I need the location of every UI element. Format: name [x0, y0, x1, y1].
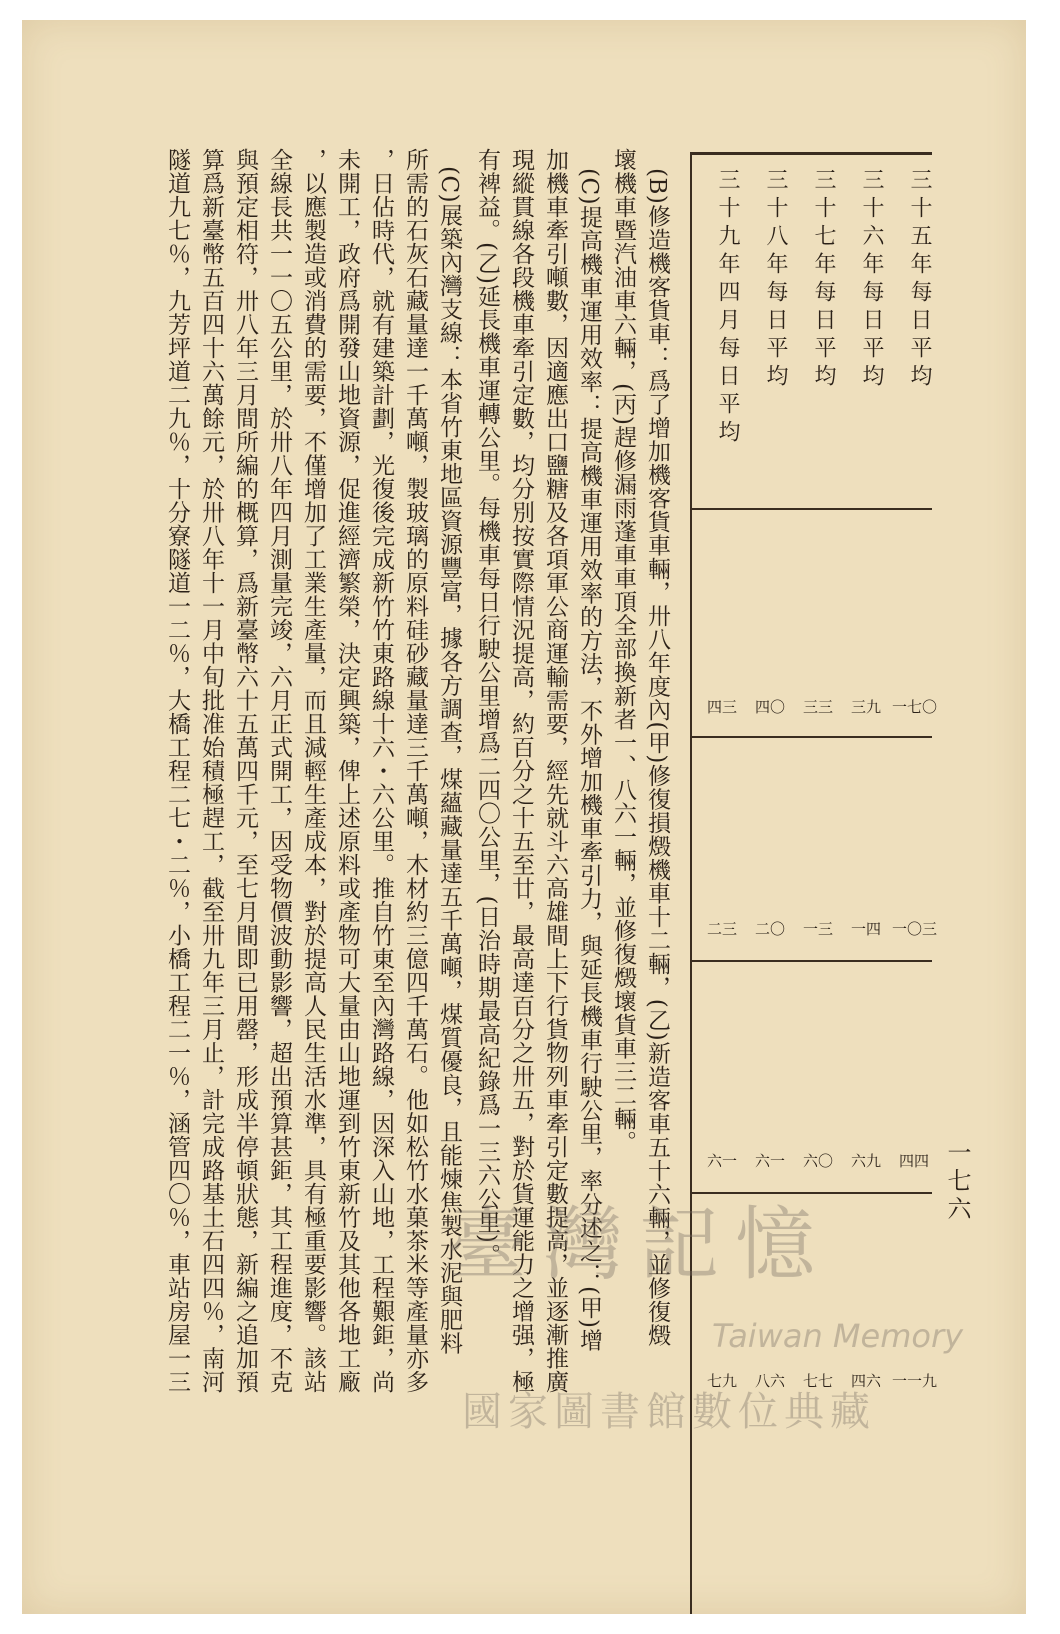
body-text-column: 未開工，政府爲開發山地資源，促進經濟繁榮，決定興築，俾上述原料或產物可大量由山地運到竹東新竹及其他各地工廠 — [334, 148, 360, 1394]
table-cell: 二三 — [706, 920, 737, 938]
table-cell: 四六 — [850, 1372, 881, 1390]
table-cell: 一一九 — [892, 1372, 938, 1390]
table-row-label: 三十六年每日平均 — [859, 168, 884, 392]
document-page — [22, 20, 1026, 1614]
body-text-column: 所需的石灰石藏量達一千萬噸，製玻璃的原料硅砂藏量達三千萬噸，木材約三億四千萬石。他如松竹水菓茶米等產量亦多 — [402, 148, 428, 1394]
watermark-chinese: 國家圖書館數位典藏 — [462, 1389, 876, 1435]
body-text-column: 壞機車暨汽油車六輛，(丙)趕修漏雨蓬車車頂全部換新者一、八六一輛，並修復燬壞貨車三二輛。 — [610, 148, 636, 1154]
table-top-rule — [690, 152, 932, 155]
table-col-rule-1 — [690, 736, 932, 738]
table-cell: 二〇 — [754, 920, 785, 938]
table-cell: 一三 — [802, 920, 833, 938]
table-cell: 一〇三 — [892, 920, 938, 938]
body-text-column: 加機車牽引噸數，因適應出口鹽糖及各項軍公商運輸需要，經先就斗六高雄間上下行貨物列車牽引定數提高，並逐漸推廣 — [542, 148, 568, 1394]
watermark-logo: 臺灣記憶 — [447, 1198, 831, 1291]
body-text-column: ，以應製造或消費的需要，不僅增加了工業生產量，而且減輕生產成本，對於提高人民生活水準，具有極重要影響。該站 — [300, 148, 326, 1394]
table-col-rule-2 — [690, 960, 932, 962]
table-cell: 三三 — [802, 698, 833, 716]
body-text-column: (C)展築內灣支線：本省竹東地區資源豐富，據各方調查，煤蘊藏量達五千萬噸，煤質優良，且能煉焦製水泥與肥料 — [436, 166, 462, 1355]
table-cell: 四〇 — [754, 698, 785, 716]
body-text-column: ，日佔時代，就有建築計劃，光復後完成新竹竹東路線十六・六公里。推自竹東至內灣路線，因深入山地，工程艱鉅，尚 — [368, 148, 394, 1394]
body-text-column: (C)提高機車運用效率：提高機車運用效率的方法，不外增加機車牽引力，與延長機車行駛公里，率分述之：(甲)增 — [576, 168, 602, 1352]
watermark-english: Taiwan Memory — [712, 1317, 964, 1355]
table-cell: 六九 — [850, 1152, 881, 1170]
table-cell: 七九 — [706, 1372, 737, 1390]
table-cell: 六一 — [706, 1152, 737, 1170]
body-text-column: 與預定相符，卅八年三月間所編的概算，爲新臺幣六十五萬四千元，至七月間即已用罄，形成半停頓狀態，新編之追加預 — [232, 148, 258, 1394]
body-text-column: 隧道九七％，九芳坪道二九％，十分寮隧道一二％，大橋工程二七・二％，小橋工程二一％，涵管四〇％，車站房屋一三 — [164, 148, 190, 1394]
body-text-column: 現縱貫線各段機車牽引定數，均分別按實際情況提高，約百分之十五至廿，最高達百分之卅五，對於貨運能力之增强，極 — [508, 148, 534, 1394]
table-cell: 一四 — [850, 920, 881, 938]
table-row-label: 三十七年每日平均 — [811, 168, 836, 392]
table-cell: 一七〇 — [892, 698, 938, 716]
table-row-label: 三十八年每日平均 — [763, 168, 788, 392]
table-cell: 六〇 — [802, 1152, 833, 1170]
table-cell: 六一 — [754, 1152, 785, 1170]
table-cell: 四三 — [706, 698, 737, 716]
table-row-label: 三十九年四月每日平均 — [715, 168, 740, 448]
body-text-column: 算爲新臺幣五百四十六萬餘元，於卅八年十一月中旬批准始積極趕工，截至卅九年三月止，計完成路基土石四四％，南河 — [198, 148, 224, 1394]
table-row-label: 三十五年每日平均 — [907, 168, 932, 392]
page-number: 一七六 — [943, 1140, 971, 1224]
table-header-rule — [690, 508, 932, 510]
table-cell: 四四 — [898, 1152, 929, 1170]
table-cell: 七七 — [802, 1372, 833, 1390]
table-cell: 八六 — [754, 1372, 785, 1390]
body-text-column: (B)修造機客貨車：爲了增加機客貨車輛，卅八年度內(甲)修復損燬機車十二輛，(乙)新造客車五十六輛，並修復燬 — [644, 168, 670, 1347]
body-text-column: 有裨益。(乙)延長機車運轉公里。每機車每日行駛公里增爲二四〇公里，(日治時期最高紀錄爲一三六公里)。 — [474, 148, 500, 1267]
body-text-column: 全線長共一一〇五公里，於卅八年四月測量完竣，六月正式開工，因受物價波動影響，超出預算甚鉅，其工程進度，不克 — [266, 148, 292, 1394]
table-cell: 三九 — [850, 698, 881, 716]
